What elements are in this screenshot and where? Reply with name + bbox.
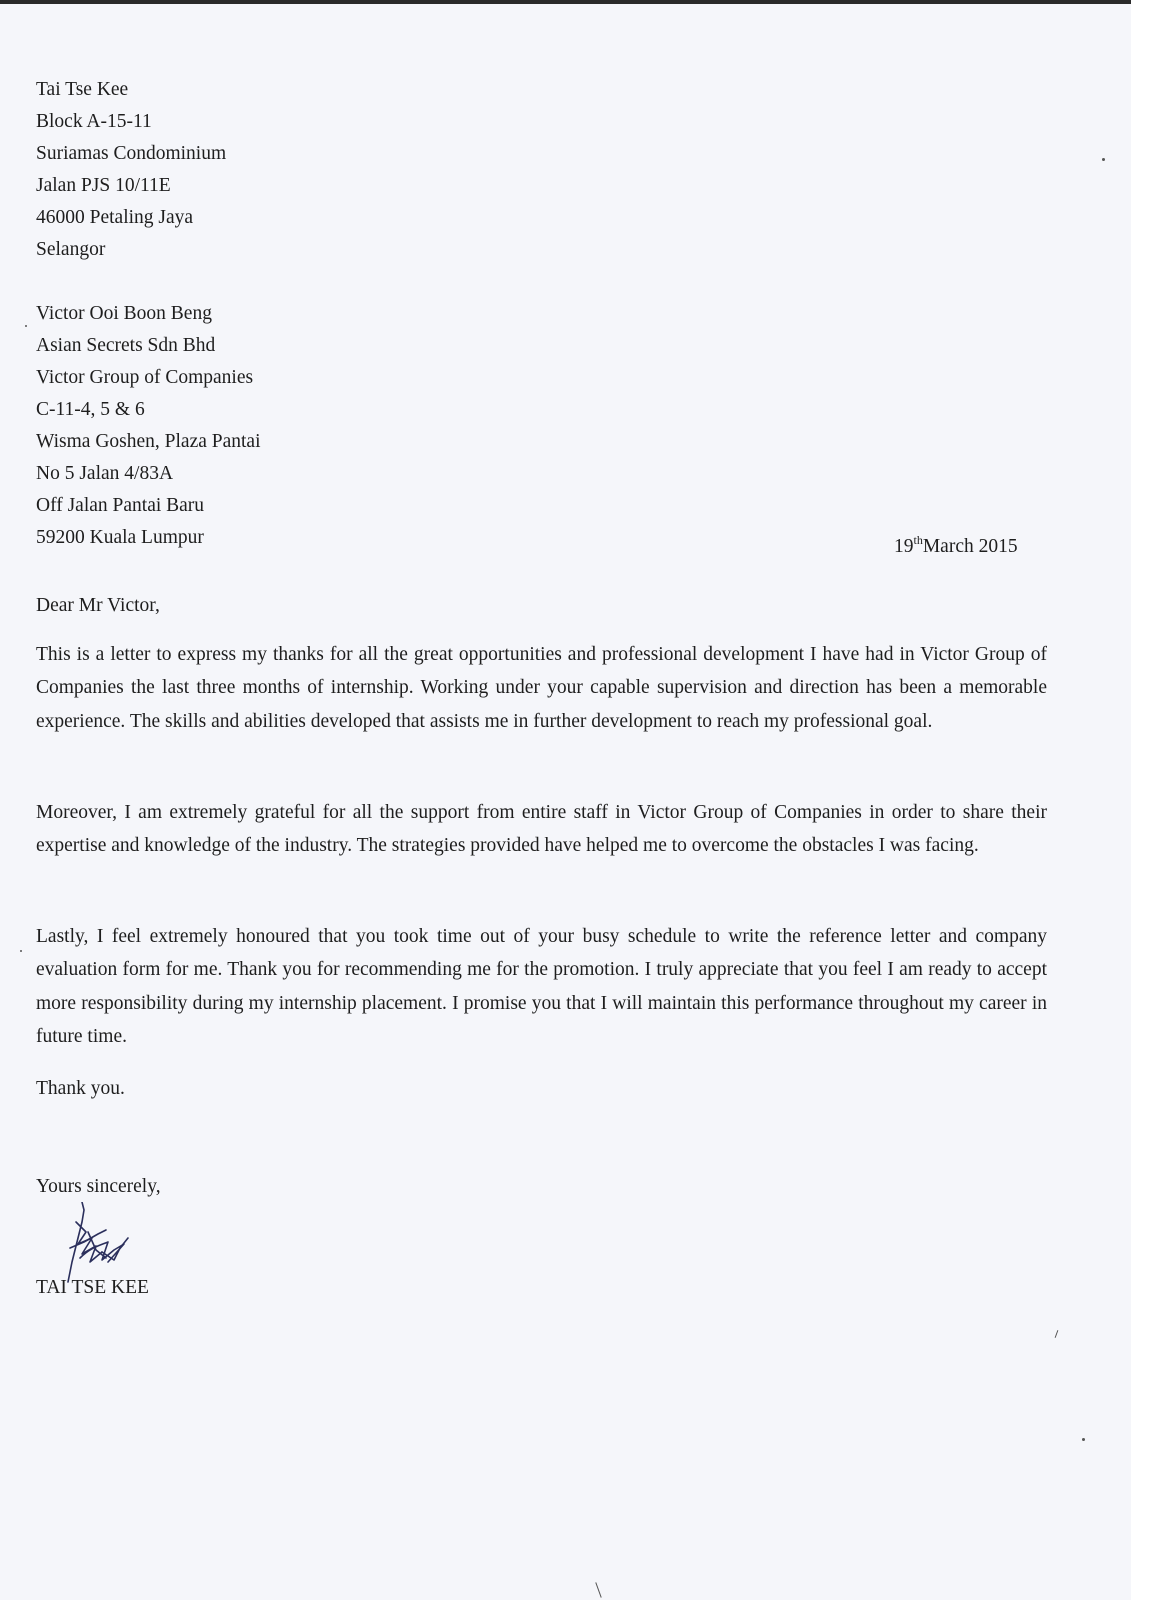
paper-speck bbox=[1055, 1330, 1059, 1338]
body-paragraph-2: Moreover, I am extremely grateful for all the support from entire staff in Victor Group of Companies in order to share their expertise and knowledge of the industry. The strategies provided have helped me to overcome the obstacles I was facing. bbox=[36, 802, 1047, 857]
sender-address-line: Suriamas Condominium bbox=[36, 143, 227, 164]
date-month-year: March 2015 bbox=[922, 536, 1018, 557]
thanks-line: Thank you. bbox=[36, 1078, 125, 1099]
recipient-address-line: 59200 Kuala Lumpur bbox=[36, 527, 204, 548]
paper-speck bbox=[25, 325, 27, 327]
scan-top-edge bbox=[0, 0, 1163, 4]
closing: Yours sincerely, bbox=[36, 1176, 161, 1197]
letter-date bbox=[894, 535, 1018, 560]
body-paragraph-1: This is a letter to express my thanks for all the great opportunities and professional development I have had in Victor Group of Companies the last three months of internship. Working under your capable supervision and direction has been a memorable experience. The skills and abilities developed that assists me in further development to reach my professional goal. bbox=[36, 644, 1047, 732]
sender-address-line: Block A-15-11 bbox=[36, 111, 152, 132]
recipient-name: Victor Ooi Boon Beng bbox=[36, 303, 212, 324]
sender-address-line: Selangor bbox=[36, 239, 106, 260]
recipient-address-line: Victor Group of Companies bbox=[36, 367, 254, 388]
recipient-address-line: No 5 Jalan 4/83A bbox=[36, 463, 174, 484]
salutation: Dear Mr Victor, bbox=[36, 595, 160, 616]
body-paragraph-3: Lastly, I feel extremely honoured that you took time out of your busy schedule to write the reference letter and company evaluation form for me. Thank you for recommending me for the promotion. I truly appreciate that you feel I am ready to accept more responsibility during my internship placement. I promise you that I will maintain this performance throughout my career in future time. bbox=[36, 926, 1047, 1048]
paper-speck bbox=[1102, 158, 1105, 161]
recipient-address-line: Wisma Goshen, Plaza Pantai bbox=[36, 431, 261, 452]
sender-address-line: 46000 Petaling Jaya bbox=[36, 207, 194, 228]
date-suffix: th bbox=[913, 533, 923, 547]
recipient-address-line: Off Jalan Pantai Baru bbox=[36, 495, 205, 516]
sender-address-line: Jalan PJS 10/11E bbox=[36, 175, 171, 196]
paper-speck bbox=[595, 1582, 601, 1597]
date-day: 19 bbox=[894, 536, 914, 557]
scan-right-margin bbox=[1131, 0, 1163, 1600]
recipient-address-line: Asian Secrets Sdn Bhd bbox=[36, 335, 216, 356]
paper-speck bbox=[1082, 1438, 1085, 1441]
recipient-address-line: C-11-4, 5 & 6 bbox=[36, 399, 145, 420]
paper-speck bbox=[20, 950, 22, 952]
signatory-name: TAI TSE KEE bbox=[36, 1277, 149, 1298]
sender-name: Tai Tse Kee bbox=[36, 79, 129, 100]
